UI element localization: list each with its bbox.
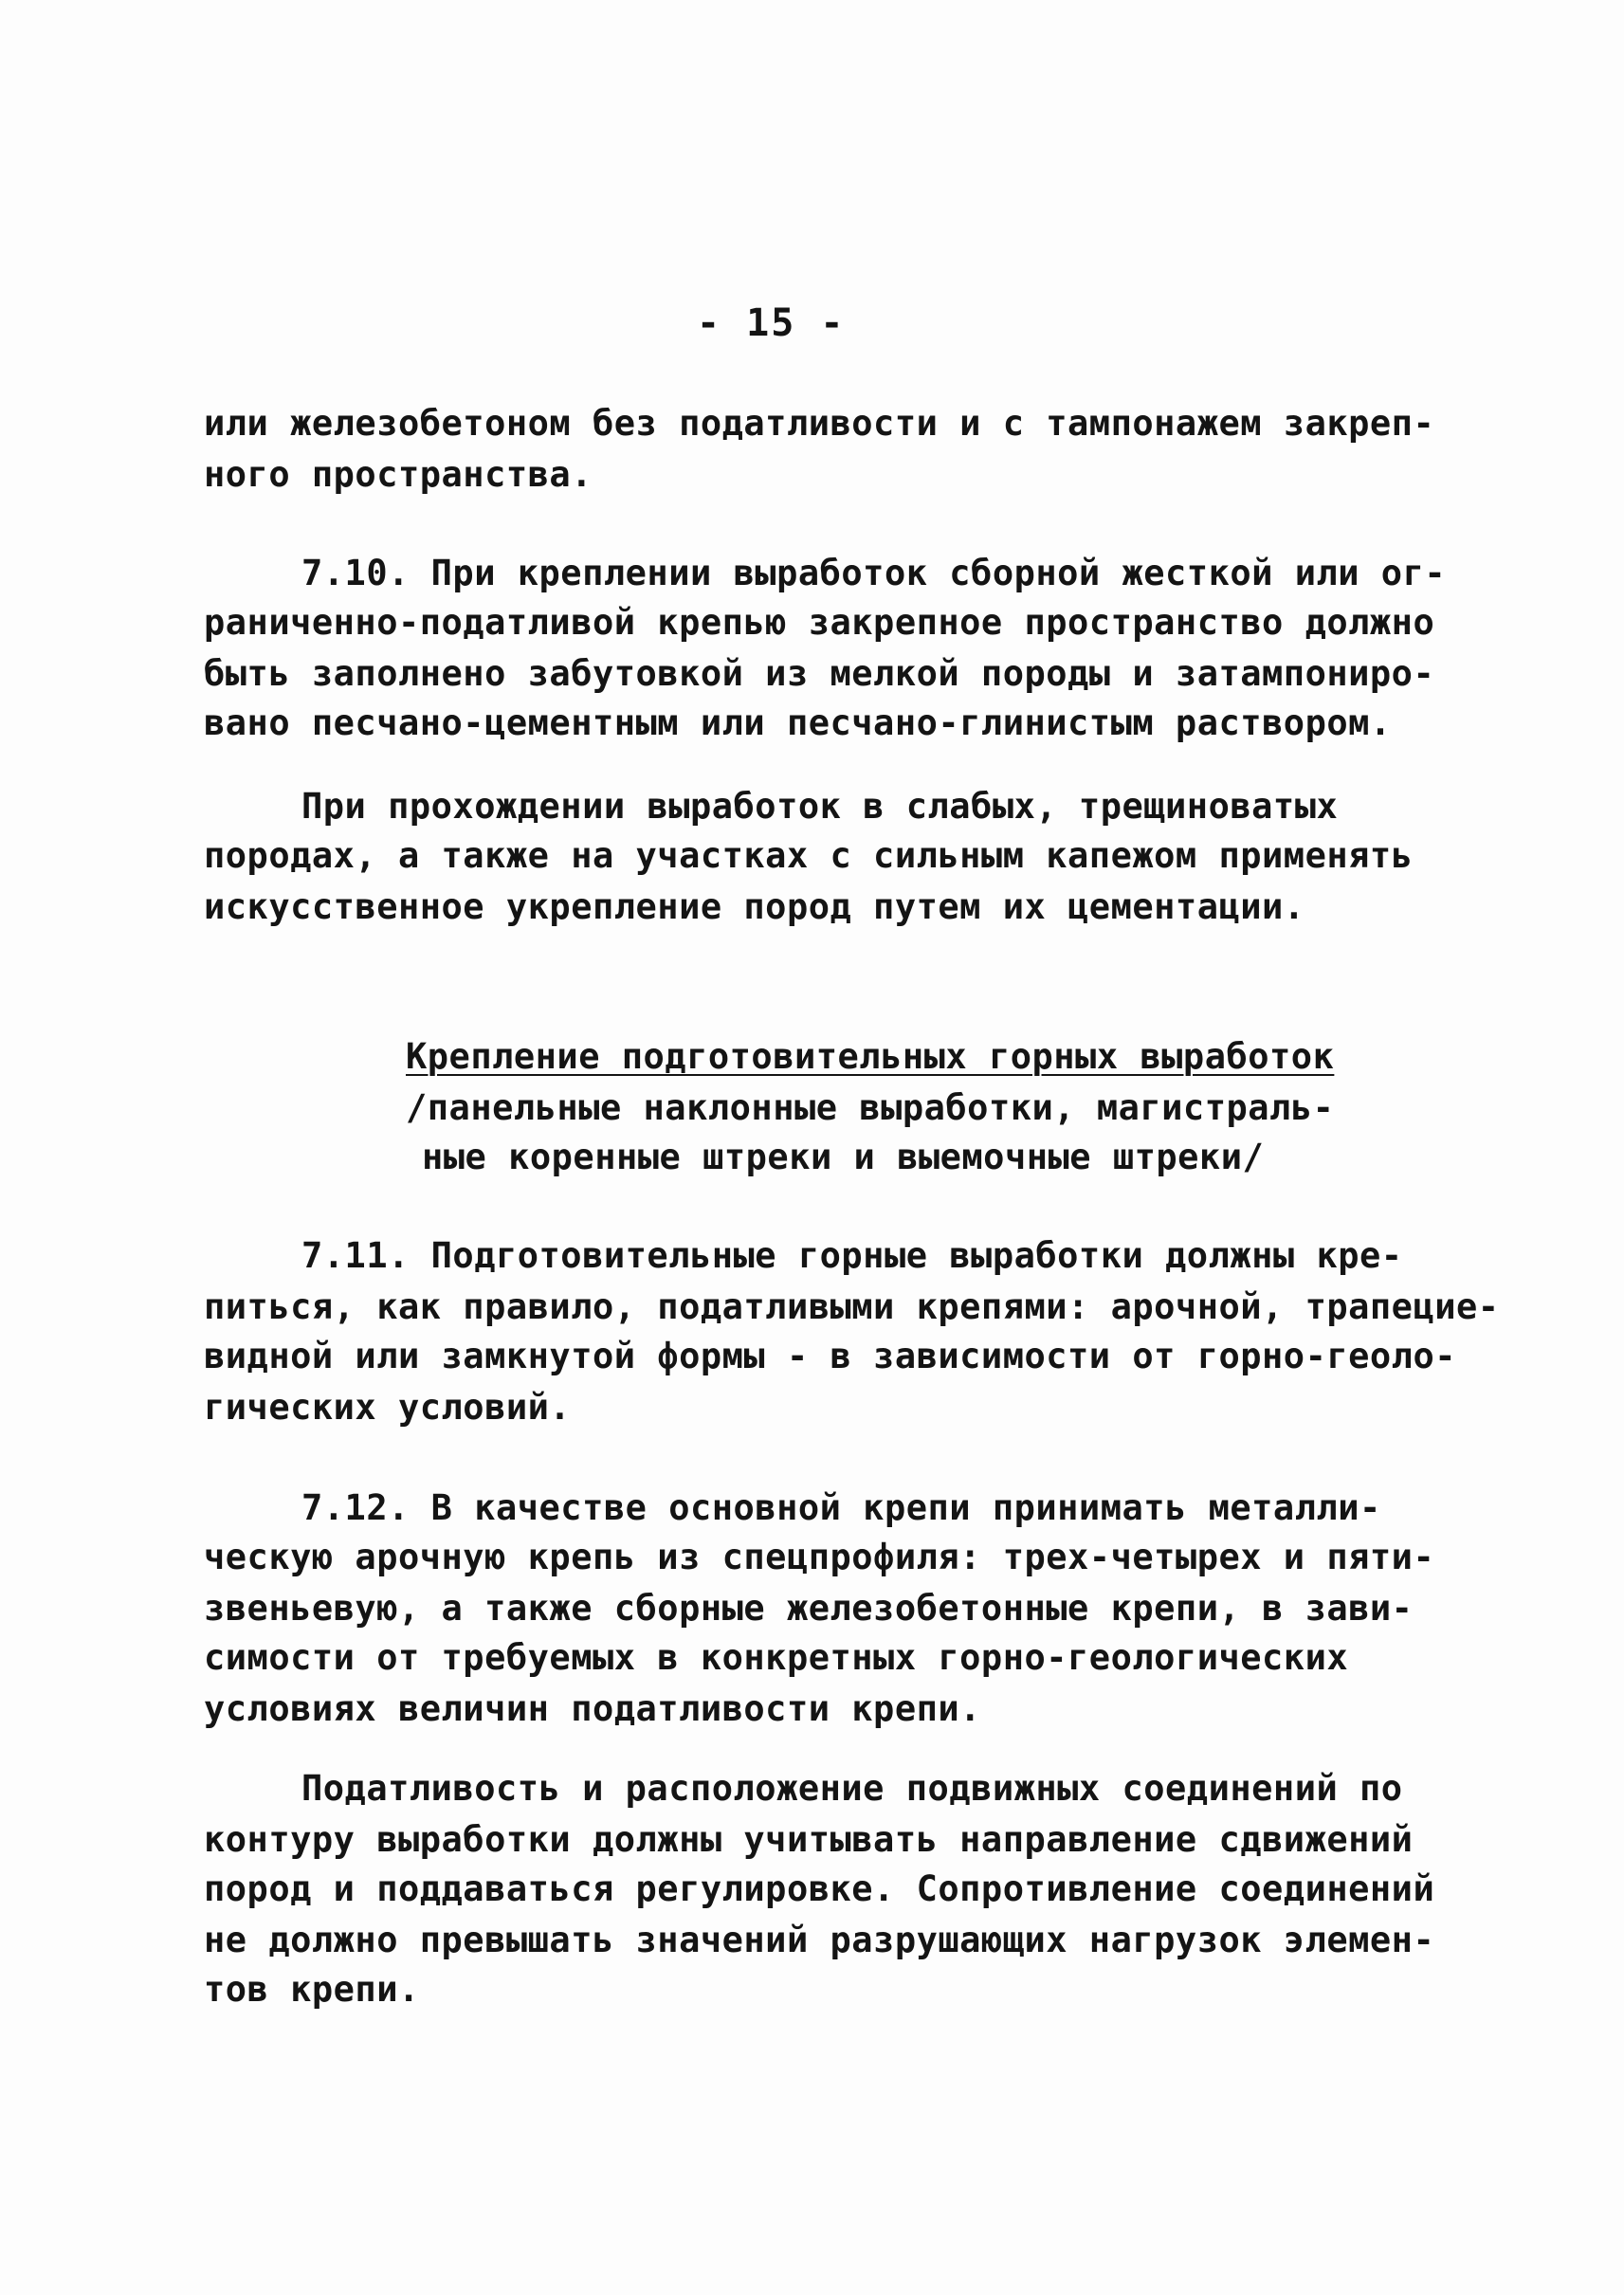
paragraph-3-line-2: породах, а также на участках с сильным капежом применять [204,835,1414,876]
paragraph-6-line-3: пород и поддаваться регулировке. Сопротивление соединений [204,1868,1435,1909]
paragraph-7-12-line-5: условиях величин податливости крепи. [204,1688,981,1729]
page-number: - 15 - [697,301,846,345]
paragraph-7-11-line-3: видной или замкнутой формы - в зависимости от горно-геоло- [204,1336,1457,1376]
paragraph-7-12-line-2: ческую арочную крепь из спецпрофиля: трех-четырех и пяти- [204,1537,1435,1577]
paragraph-7-12-line-4: симости от требуемых в конкретных горно-геологических [204,1637,1349,1678]
paragraph-7-12-line-3: звеньевую, а также сборные железобетонные крепи, в зави- [204,1588,1414,1629]
section-heading-title: Крепление подготовительных горных выработок [406,1036,1335,1077]
paragraph-1-line-2: ного пространства. [204,454,593,495]
paragraph-1-line-1: или железобетоном без податливости и с тампонажем закреп- [204,403,1435,444]
paragraph-3-line-3: искусственное укрепление пород путем их цементации. [204,886,1305,927]
paragraph-7-12-line-1: 7.12. В качестве основной крепи принимать металли- [301,1487,1381,1528]
paragraph-7-10-line-4: вано песчано-цементным или песчано-глинистым раствором. [204,702,1392,743]
paragraph-6-line-5: тов крепи. [204,1969,420,2010]
paragraph-6-line-2: контуру выработки должны учитывать направление сдвижений [204,1819,1414,1860]
paragraph-7-10-line-1: 7.10. При креплении выработок сборной жесткой или ог- [301,553,1447,593]
paragraph-7-11-line-4: гических условий. [204,1387,572,1428]
paragraph-7-11-line-2: питься, как правило, податливыми крепями: арочной, трапецие- [204,1286,1500,1327]
paragraph-7-10-line-3: быть заполнено забутовкой из мелкой породы и затампониро- [204,653,1435,694]
paragraph-7-10-line-2: раниченно-податливой крепью закрепное пространство должно [204,602,1435,643]
section-heading-line-3: ные коренные штреки и выемочные штреки/ [422,1137,1265,1177]
paragraph-7-11-line-1: 7.11. Подготовительные горные выработки должны кре- [301,1235,1403,1276]
paragraph-3-line-1: При прохождении выработок в слабых, трещиноватых [301,786,1339,827]
paragraph-6-line-4: не должно превышать значений разрушающих нагрузок элемен- [204,1920,1435,1960]
paragraph-6-line-1: Податливость и расположение подвижных соединений по [301,1768,1403,1809]
section-heading-line-2: /панельные наклонные выработки, магистраль- [406,1087,1335,1128]
